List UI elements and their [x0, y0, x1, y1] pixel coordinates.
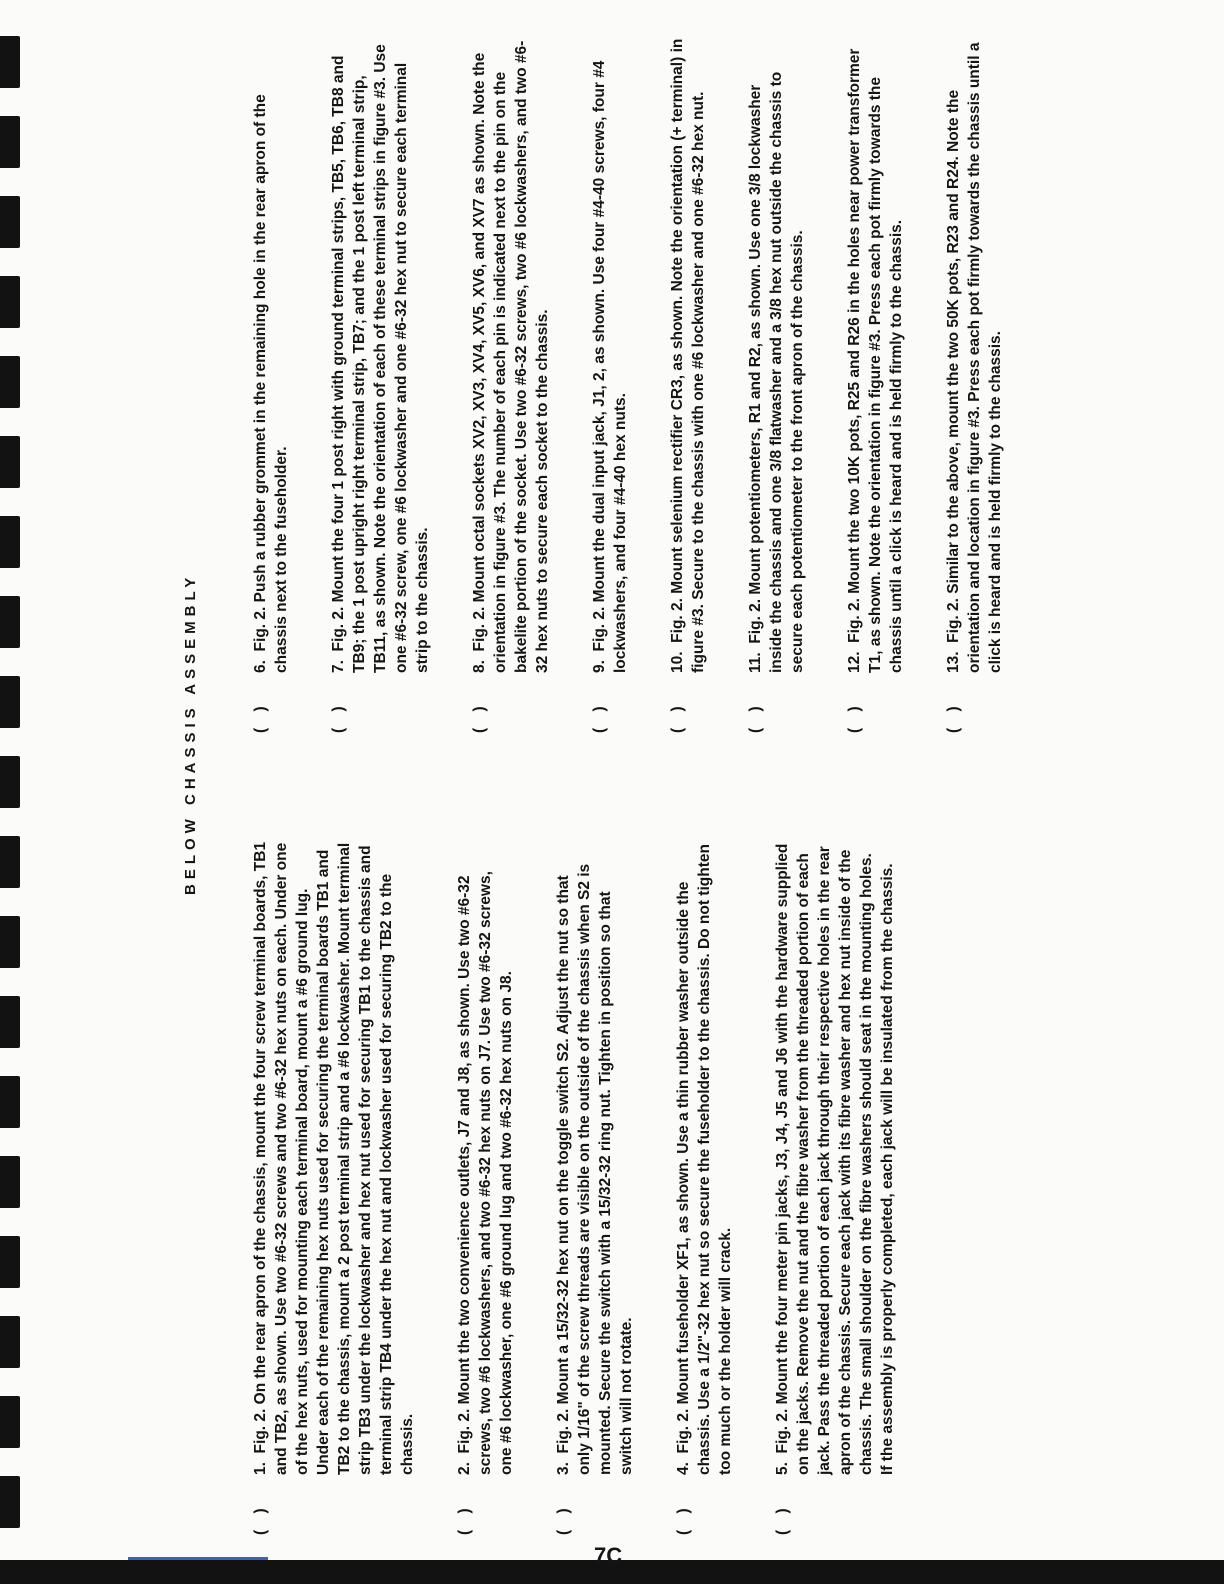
- binding-tab: [0, 596, 20, 648]
- step-number: 13.: [945, 651, 962, 673]
- binding-tab: [0, 196, 20, 248]
- binding-tab: [0, 1316, 20, 1368]
- binding-tab: [0, 116, 20, 168]
- binding-tab: [0, 1236, 20, 1288]
- binding-tab: [0, 36, 20, 88]
- assembly-step: [745, 38, 808, 733]
- spiral-binding: [0, 0, 34, 1584]
- step-number: 9.: [591, 660, 608, 673]
- page-number: 7C: [594, 1543, 623, 1568]
- step-number: 8.: [471, 660, 488, 673]
- assembly-step: [454, 840, 517, 1535]
- binding-tab: [0, 836, 20, 888]
- binding-tab: [0, 756, 20, 808]
- rotated-page-content: [166, 20, 1026, 1535]
- step-text: Fig. 2. Mount octal sockets XV2, XV3, XV4, XV5, XV6, and XV7 as shown. Note the orientation in figure #3. The number of each pin is indicated next to the pin on the bakelite portion of the socket. Use two #6-32 screws, two #6 lockwashers, and two #6-32 hex nuts to secure each socket to the chassis.: [471, 40, 551, 673]
- binding-tab: [0, 996, 20, 1048]
- assembly-step: [589, 38, 631, 733]
- step-checkbox[interactable]: ( ): [252, 1502, 269, 1535]
- step-checkbox[interactable]: ( ): [747, 700, 764, 733]
- binding-tab: [0, 516, 20, 568]
- assembly-step: [250, 840, 418, 1535]
- binding-tab: [0, 1396, 20, 1448]
- page-title: BELOW CHASSIS ASSEMBLY: [182, 572, 199, 895]
- assembly-step: [328, 38, 433, 733]
- step-checkbox[interactable]: ( ): [591, 700, 608, 733]
- binding-tab: [0, 276, 20, 328]
- assembly-step: [553, 840, 637, 1535]
- left-column: [250, 840, 934, 1535]
- step-text: Fig. 2. Mount potentiometers, R1 and R2, as shown. Use one 3/8 lockwasher inside the chassis and one 3/8 flatwasher and a 3/8 hex nut outside the chassis to secure each potentiometer to the front apron of the chassis.: [747, 71, 806, 673]
- step-text: Fig. 2. Mount the four meter pin jacks, J3, J4, J5 and J6 with the hardware supplied on the jacks. Remove the nut and the fibre washer from the threaded portion of each jack. Pass the threaded portion of each jack through their respective holes in the rear apron of the chassis. Secure each jack with its fibre washer and hex nut inside of the chassis. The small shoulder on the fibre washers should seat in the mounting holes. If the assembly is properly completed, each jack will be insulated from the chassis.: [774, 843, 896, 1475]
- binding-tab: [0, 1076, 20, 1128]
- step-checkbox[interactable]: ( ): [945, 700, 962, 733]
- step-text: Fig. 2. Mount the dual input jack, J1, 2, as shown. Use four #4-40 screws, four #4 lockwashers, and four #4-40 hex nuts.: [591, 60, 629, 673]
- step-checkbox[interactable]: ( ): [252, 700, 269, 733]
- assembly-step: [469, 38, 553, 733]
- binding-tab: [0, 436, 20, 488]
- step-text: Fig. 2. Mount fuseholder XF1, as shown. Use a thin rubber washer outside the chassis. Use a 1/2"-32 hex nut so secure the fuseholder to the chassis. Do not tighten too much or the holder will crack.: [675, 844, 734, 1475]
- step-checkbox[interactable]: ( ): [675, 1502, 692, 1535]
- step-number: 4.: [675, 1462, 692, 1475]
- binding-tab: [0, 1476, 20, 1528]
- step-checkbox[interactable]: ( ): [669, 700, 686, 733]
- binding-tab: [0, 1156, 20, 1208]
- step-number: 1.: [252, 1462, 269, 1475]
- step-checkbox[interactable]: ( ): [471, 700, 488, 733]
- binding-tab: [0, 676, 20, 728]
- step-text: Fig. 2. On the rear apron of the chassis, mount the four screw terminal boards, TB1 and TB2, as shown. Use two #6-32 screws and two #6-32 hex nuts on each. Under one of the hex nuts, used for mounting each terminal board, mount a #6 ground lug. Under each of the remaining hex nuts used for securing the terminal boards TB1 and TB2 to the chassis, mount a 2 post terminal strip and a #6 lockwasher. Mount terminal strip TB3 under the lockwasher and hex nut used for securing TB1 to the chassis and terminal strip TB4 under the hex nut and lockwasher used for securing TB2 to the chassis.: [252, 841, 416, 1475]
- assembly-step: [943, 38, 1006, 733]
- step-text: Fig. 2. Mount the two convenience outlets, J7 and J8, as shown. Use two #6-32 screws, two #6 lockwashers, and two #6-32 hex nuts on J7. Use two #6-32 screws, one #6 lockwasher, one #6 ground lug and two #6-32 hex nuts on J8.: [456, 871, 515, 1475]
- step-number: 5.: [774, 1462, 791, 1475]
- binding-tab: [0, 356, 20, 408]
- step-text: Fig. 2. Mount the four 1 post right with ground terminal strips, TB5, TB6, TB8 and TB9; the 1 post upright right terminal strip, TB7; and the 1 post left terminal strip, TB11, as shown. Note the orientation of each of these terminal strips in figure #3. Use one #6-32 screw, one #6 lockwasher and one #6-32 hex nut to secure each terminal strip to the chassis.: [330, 44, 431, 673]
- step-number: 11.: [747, 652, 764, 673]
- step-text: Fig. 2. Similar to the above, mount the two 50K pots, R23 and R24. Note the orientation and location in figure #3. Press each pot firmly towards the chassis until a click is heard and is held firmly to the chassis.: [945, 42, 1004, 673]
- step-checkbox[interactable]: ( ): [555, 1502, 572, 1535]
- step-checkbox[interactable]: ( ): [330, 700, 347, 733]
- assembly-step: [250, 38, 292, 733]
- step-number: 3.: [555, 1462, 572, 1475]
- assembly-step: [772, 840, 898, 1535]
- step-number: 2.: [456, 1462, 473, 1475]
- step-number: 6.: [252, 660, 269, 673]
- assembly-step: [667, 38, 709, 733]
- step-text: Fig. 2. Mount the two 10K pots, R25 and R26 in the holes near power transformer T1, as shown. Note the orientation in figure #3. Press each pot firmly towards the chassis until a click is heard and is held firmly to the chassis.: [846, 48, 905, 673]
- right-column: [250, 38, 1042, 733]
- step-checkbox[interactable]: ( ): [774, 1502, 791, 1535]
- step-checkbox[interactable]: ( ): [456, 1502, 473, 1535]
- step-text: Fig. 2. Push a rubber grommet in the remaining hole in the rear apron of the chassis next to the fuseholder.: [252, 94, 290, 673]
- step-number: 10.: [669, 651, 686, 673]
- binding-tab: [0, 916, 20, 968]
- step-number: 12.: [846, 651, 863, 673]
- step-text: Fig. 2. Mount selenium rectifier CR3, as shown. Note the orientation (+ terminal) in figure #3. Secure to the chassis with one #6 lockwasher and one #6-32 hex nut.: [669, 38, 707, 673]
- step-text: Fig. 2. Mount a 15/32-32 hex nut on the toggle switch S2. Adjust the nut so that only 1/16" of the screw threads are visible on the outside of the chassis when S2 is mounted. Secure the switch with a 15/32-32 ring nut. Tighten in position so that switch will not rotate.: [555, 863, 635, 1475]
- assembly-step: [844, 38, 907, 733]
- assembly-step: [673, 840, 736, 1535]
- step-number: 7.: [330, 660, 347, 673]
- step-checkbox[interactable]: ( ): [846, 700, 863, 733]
